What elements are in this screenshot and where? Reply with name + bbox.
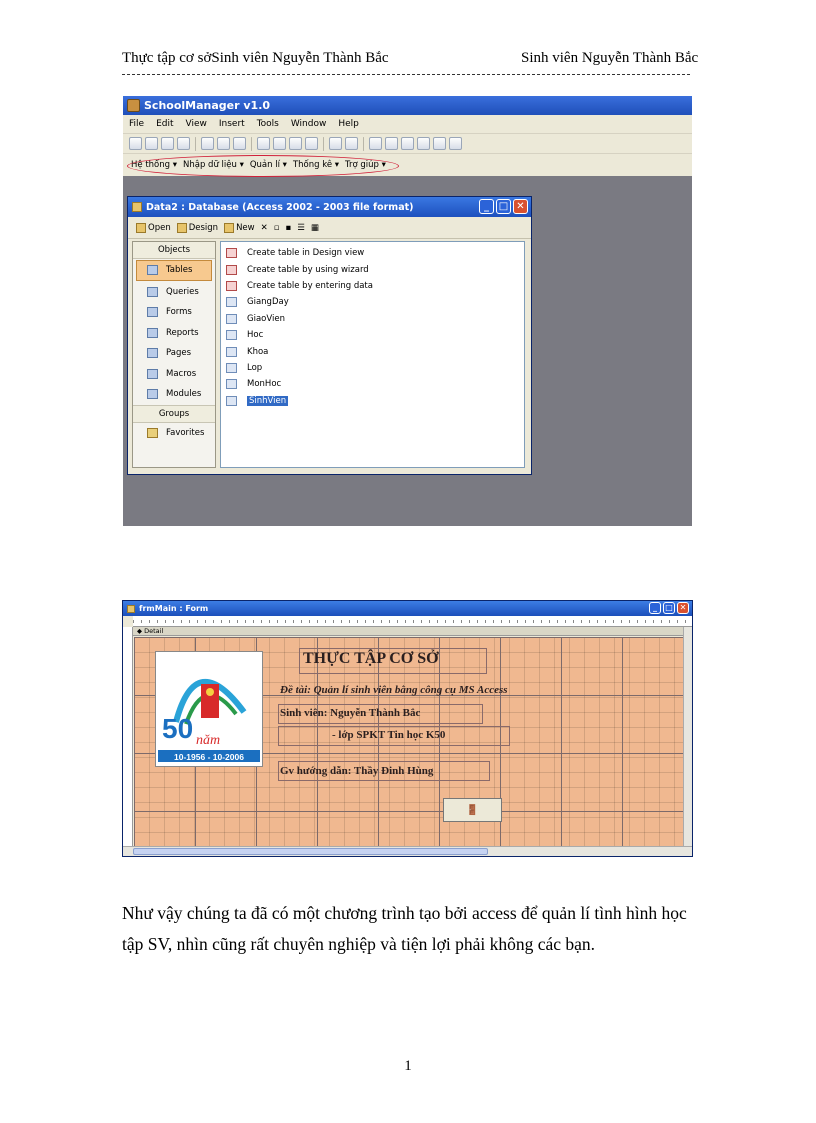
cut-icon[interactable]	[257, 137, 270, 150]
query-icon	[147, 287, 158, 297]
new-label: New	[236, 222, 255, 233]
design-view-icon	[226, 248, 237, 258]
form-window-titlebar	[123, 601, 692, 616]
object-modules[interactable]	[133, 384, 215, 405]
save-icon[interactable]	[161, 137, 174, 150]
table-icon	[226, 314, 237, 324]
logo-word: năm	[196, 733, 221, 748]
topic-label[interactable]: Đề tài: Quản lí sinh viên bằng công cụ MS Access	[280, 684, 508, 696]
app-icon	[127, 99, 140, 112]
table-list	[220, 241, 525, 468]
close-icon[interactable]: ✕	[677, 602, 689, 614]
design-label: Design	[188, 222, 219, 233]
list-item[interactable]	[221, 278, 524, 294]
analyze-icon[interactable]	[345, 137, 358, 150]
table-icon	[147, 265, 158, 275]
open-folder-icon	[136, 223, 146, 233]
object-label: Pages	[166, 348, 192, 359]
app-title-bar	[123, 96, 692, 115]
menu-window[interactable]: Window	[290, 119, 327, 129]
macro-icon	[147, 369, 158, 379]
list-item[interactable]	[221, 327, 524, 343]
list-item[interactable]	[221, 360, 524, 376]
list-view-icon[interactable]: ☰	[297, 222, 305, 233]
list-item-label: Lop	[247, 362, 263, 373]
menu-file[interactable]: File	[129, 119, 145, 129]
object-label: Tables	[166, 265, 193, 276]
list-item-label: Create table by using wizard	[247, 264, 369, 275]
list-item-label: Khoa	[247, 346, 269, 357]
new-button[interactable]	[224, 223, 255, 233]
toolbar-separator	[251, 137, 252, 151]
print-icon[interactable]	[201, 137, 214, 150]
minimize-icon[interactable]: _	[479, 199, 494, 214]
database-icon	[132, 202, 142, 212]
running-header-right: Sinh viên Nguyễn Thành Bắc	[521, 50, 699, 66]
list-item[interactable]	[221, 245, 524, 261]
form-window-title: frmMain : Form	[139, 604, 209, 613]
toolbar-separator	[323, 137, 324, 151]
table-icon	[226, 396, 237, 406]
maximize-icon[interactable]: □	[663, 602, 675, 614]
menu-edit[interactable]: Edit	[156, 119, 174, 129]
object-label: Forms	[166, 307, 192, 318]
object-label: Reports	[166, 327, 199, 338]
body-paragraph: Như vậy chúng ta đã có một chương trình tạo bởi access để quản lí tình hình học tập SV, nhìn cũng rất chuyên nghiệp và tiện lợi phải không các bạn.	[122, 903, 687, 954]
database-window-title: Data2 : Database (Access 2002 - 2003 file format)	[146, 201, 414, 213]
object-queries[interactable]	[133, 282, 215, 303]
properties-icon[interactable]	[401, 137, 414, 150]
list-item-label: GiaoVien	[247, 313, 285, 324]
database-toolbar	[128, 217, 531, 239]
list-item[interactable]	[221, 343, 524, 359]
menu-thong-ke[interactable]: Thống kê ▾	[292, 160, 340, 170]
table-icon	[226, 347, 237, 357]
code-icon[interactable]	[369, 137, 382, 150]
groups-header: Groups	[133, 405, 215, 423]
form-title-label[interactable]: THỰC TẬP CƠ SỞ	[303, 650, 439, 667]
form-icon	[127, 605, 135, 613]
horizontal-ruler	[133, 616, 692, 627]
list-item-label: SinhVien	[249, 395, 287, 406]
file-search-icon[interactable]	[177, 137, 190, 150]
design-icon	[177, 223, 187, 233]
list-item[interactable]	[221, 376, 524, 392]
access-app-screenshot	[123, 96, 692, 526]
database-window-titlebar	[128, 197, 531, 217]
list-item-label: Create table by entering data	[247, 280, 373, 291]
office-links-icon[interactable]	[329, 137, 342, 150]
menu-help[interactable]: Help	[338, 119, 359, 129]
group-favorites[interactable]	[133, 423, 215, 444]
details-view-icon[interactable]: ▦	[310, 222, 319, 233]
list-item-label: GiangDay	[247, 297, 289, 308]
menu-tro-giup[interactable]: Trợ giúp ▾	[345, 160, 386, 170]
highlight-oval	[127, 155, 399, 177]
object-label: Modules	[166, 389, 202, 400]
undo-icon[interactable]	[305, 137, 318, 150]
table-icon	[226, 297, 237, 307]
class-label[interactable]: - lớp SPKT Tin học K50	[332, 729, 446, 741]
report-icon	[147, 328, 158, 338]
close-icon[interactable]: ✕	[513, 199, 528, 214]
menu-bar	[123, 115, 692, 134]
copy-icon[interactable]	[273, 137, 286, 150]
detail-section-bar: ◆ Detail	[123, 627, 692, 636]
maximize-icon[interactable]: □	[496, 199, 511, 214]
object-reports[interactable]	[133, 323, 215, 344]
relationships-icon[interactable]	[417, 137, 430, 150]
design-button[interactable]	[177, 223, 218, 233]
vertical-ruler	[123, 627, 133, 846]
wizard-icon	[226, 265, 237, 275]
new-object-icon[interactable]	[433, 137, 446, 150]
object-macros[interactable]	[133, 364, 215, 385]
logo-star	[206, 688, 214, 696]
delete-icon[interactable]: ✕	[260, 222, 268, 233]
list-item[interactable]	[221, 294, 524, 310]
exit-button[interactable]	[443, 798, 502, 822]
spelling-icon[interactable]	[233, 137, 246, 150]
object-forms[interactable]	[133, 302, 215, 323]
small-icons-view-icon[interactable]: ▪	[285, 222, 292, 233]
menu-insert[interactable]: Insert	[218, 119, 245, 129]
database-window	[127, 196, 532, 475]
vertical-scrollbar[interactable]	[683, 627, 692, 846]
list-item[interactable]	[221, 261, 524, 277]
app-title: SchoolManager v1.0	[144, 99, 271, 112]
table-icon	[226, 379, 237, 389]
list-item-selected[interactable]	[221, 393, 524, 409]
exit-door-icon: 🚪	[466, 804, 479, 816]
help-icon[interactable]	[449, 137, 462, 150]
custom-menu-bar	[123, 154, 393, 176]
paste-icon[interactable]	[289, 137, 302, 150]
datasheet-icon	[226, 281, 237, 291]
menu-nhap-du-lieu[interactable]: Nhập dữ liệu ▾	[183, 160, 244, 170]
module-icon	[147, 389, 158, 399]
menu-tools[interactable]: Tools	[256, 119, 279, 129]
logo-years: 10-1956 - 10-2006	[174, 752, 244, 762]
list-item-label: MonHoc	[247, 379, 282, 390]
header-divider	[122, 74, 690, 75]
new-table-icon	[224, 223, 234, 233]
list-item[interactable]	[221, 311, 524, 327]
horizontal-scrollbar[interactable]	[123, 846, 692, 856]
toolbar-separator	[363, 137, 364, 151]
list-item-label: Hoc	[247, 330, 264, 341]
open-icon[interactable]	[145, 137, 158, 150]
object-tables[interactable]	[136, 260, 212, 281]
standard-toolbar	[123, 134, 692, 154]
open-label: Open	[148, 222, 171, 233]
form-canvas[interactable]	[134, 637, 683, 846]
student-label[interactable]: Sinh viên: Nguyễn Thành Bắc	[280, 707, 421, 719]
running-header-left: Thực tập cơ sởSinh viên Nguyễn Thành Bắc	[122, 50, 389, 66]
logo-graphic	[156, 652, 262, 766]
form-design-screenshot	[122, 600, 693, 857]
menu-quan-li[interactable]: Quản lí ▾	[249, 160, 287, 170]
toolbar-separator	[195, 137, 196, 151]
menu-he-thong[interactable]: Hệ thống ▾	[131, 160, 177, 170]
table-icon	[226, 330, 237, 340]
object-pages[interactable]	[133, 343, 215, 364]
print-preview-icon[interactable]	[217, 137, 230, 150]
large-icons-view-icon[interactable]: ▫	[273, 222, 280, 233]
objects-bar	[132, 241, 216, 468]
page-icon	[147, 348, 158, 358]
form-icon	[147, 307, 158, 317]
menu-view[interactable]: View	[185, 119, 207, 129]
list-item-label: Create table in Design view	[247, 248, 365, 259]
new-icon[interactable]	[129, 137, 142, 150]
object-label: Queries	[166, 286, 199, 297]
group-label: Favorites	[166, 427, 205, 438]
folder-icon	[147, 428, 158, 438]
scrollbar-thumb[interactable]	[133, 848, 488, 855]
logo-number: 50	[162, 713, 194, 744]
page-number: 1	[404, 1058, 412, 1074]
open-button[interactable]	[136, 223, 171, 233]
object-label: Macros	[166, 368, 197, 379]
script-icon[interactable]	[385, 137, 398, 150]
minimize-icon[interactable]: _	[649, 602, 661, 614]
objects-header: Objects	[133, 242, 215, 259]
advisor-label[interactable]: Gv hướng dẫn: Thầy Đinh Hùng	[280, 765, 434, 777]
table-icon	[226, 363, 237, 373]
university-logo	[155, 651, 263, 767]
